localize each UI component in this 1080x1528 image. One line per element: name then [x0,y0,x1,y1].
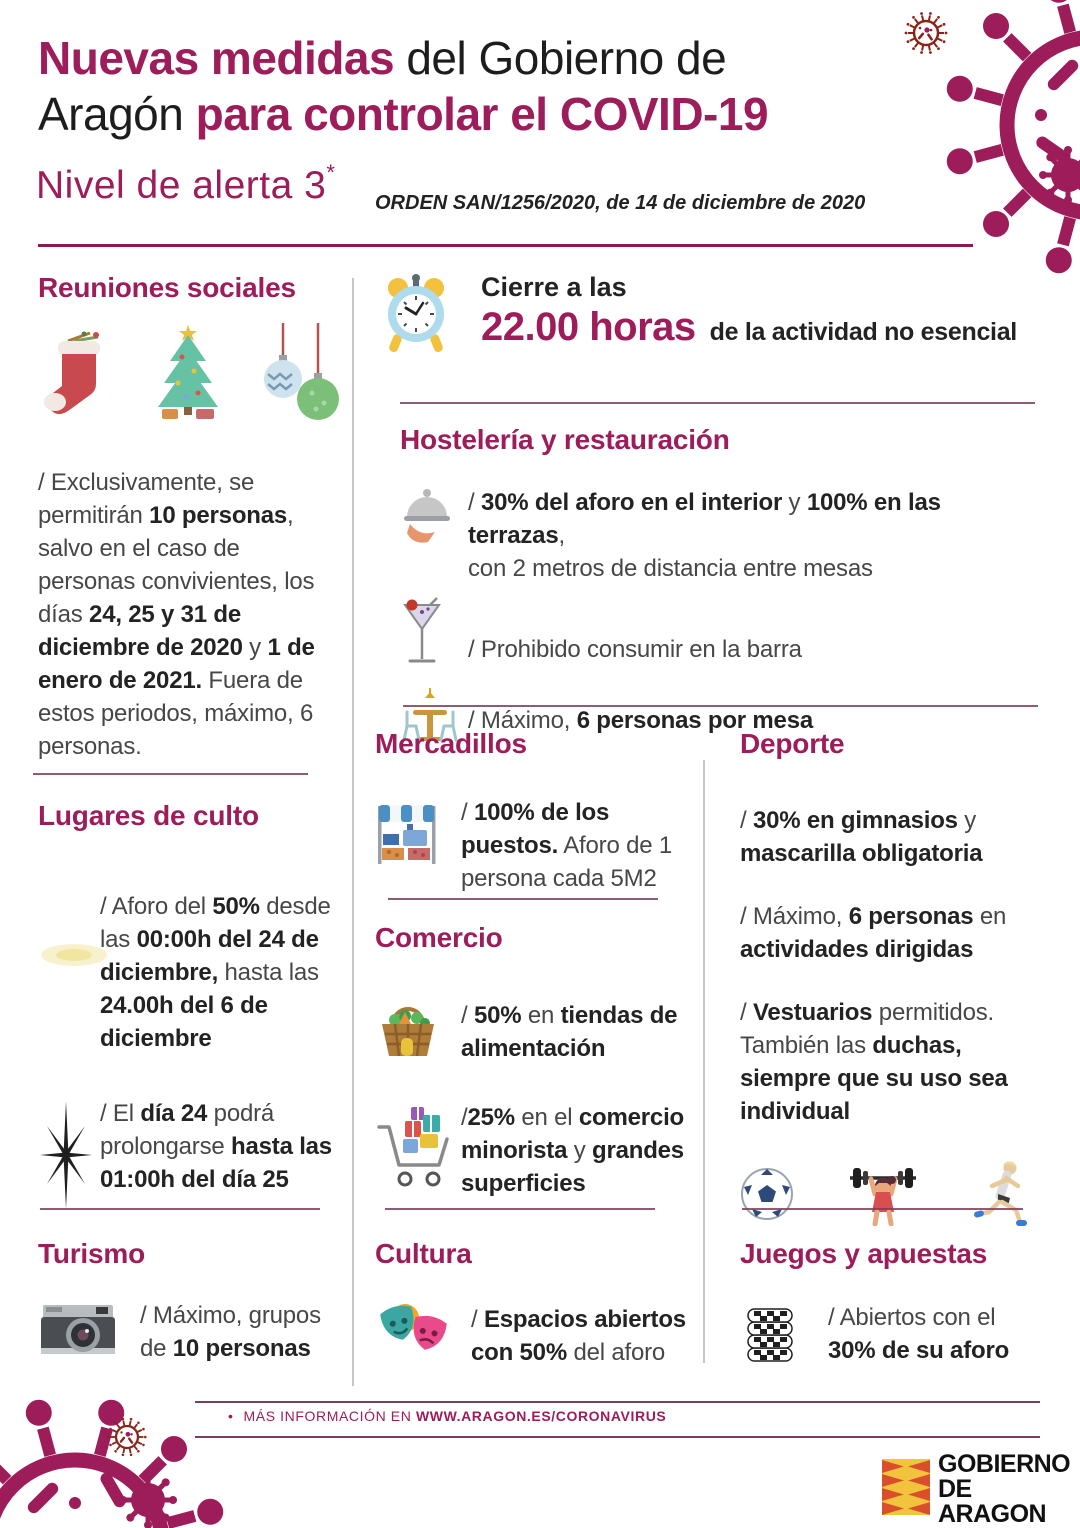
divider [403,705,1038,707]
alert-asterisk: * [326,160,336,185]
section-deporte [740,728,1042,1233]
section-title: Cultura [375,1238,472,1269]
closure-banner [383,272,1017,361]
section-turismo [38,1238,348,1365]
logo-line2: DE ARAGON [938,1475,1047,1528]
market-stall-icon [375,800,461,873]
item-text: / 30% del aforo en el interior y 100% en las terrazas, con 2 metros de distancia entre mesas [468,489,941,582]
divider [742,1208,1023,1210]
item-text: / Vestuarios permitidos. También las duchas, siempre que su uso sea individual [740,999,1008,1125]
christmas-tree-icon [142,323,234,428]
divider [400,402,1035,404]
footer-rule-bottom [195,1436,1040,1438]
item-text: / Prohibido consumir en la barra [468,636,802,663]
item-text: / 100% de los puestos. Aforo de 1 persona cada 5M2 [461,799,672,892]
christmas-baubles-icon [260,323,340,428]
column-divider-right [703,760,705,1363]
cocktail-icon [400,597,468,676]
item-text: / 50% en tiendas de alimentación [461,1001,678,1062]
section-lugares-de-culto [38,800,338,1216]
divider [33,773,308,775]
column-divider-left [352,278,354,1386]
running-icon [972,1160,1030,1233]
virus-mini-bottom-icon [118,1470,178,1528]
page-title-line2: Aragón para controlar el COVID-19 [38,88,769,140]
section-juegos-apuestas [740,1238,1042,1371]
item-text: / Máximo, 6 personas por mesa [468,707,813,734]
bullet: • [228,1408,234,1424]
section-title: Turismo [38,1238,145,1269]
divider [388,898,658,900]
divider [40,1208,320,1210]
section-title: Deporte [740,728,845,759]
item-text: / Máximo, grupos de 10 personas [140,1301,321,1362]
page-title-line1: Nuevas medidas del Gobierno de [38,32,727,84]
divider [385,1208,655,1210]
virus-large-icon [945,0,1080,275]
aragon-flag-icon [882,1459,930,1520]
item-text: / Máximo, 6 personas en actividades dirigidas [740,903,1007,963]
camera-icon [38,1298,140,1365]
order-reference: ORDEN SAN/1256/2020, de 14 de diciembre de 2020 [375,192,866,214]
section-mercadillos [375,728,685,895]
item-text: / El día 24 podrá prolongarse hasta las 01:00h del día 25 [100,1100,332,1193]
section-title: Hostelería y restauración [400,424,730,455]
footer-info [228,1408,666,1424]
shopping-cart-icon [375,1101,461,1198]
footer-info-text: MÁS INFORMACIÓN EN WWW.ARAGON.ES/CORONAVIRUS [243,1408,667,1424]
header-rule [38,244,973,247]
logo-line1: GOBIERNO [938,1450,1071,1478]
item-text: / Aforo del 50% desde las 00:00h del 24 de diciembre, hasta las 24.00h del 6 de diciembre [100,893,331,1052]
gobierno-aragon-logo [882,1452,1080,1527]
closure-time: 22.00 horas [481,305,696,349]
serving-dish-icon [400,486,468,549]
section-title: Lugares de culto [38,800,259,831]
footer-rule-top [195,1401,1040,1403]
section-body: / Exclusivamente, se permitirán 10 personas, salvo en el caso de personas convivientes, los días 24, 25 y 31 de diciembre de 2020 y 1 de enero de 2021. Fuera de estos periodos, máximo, 6 personas. [38,469,315,760]
virus-small-icon [903,10,949,56]
closure-prefix: Cierre a las [481,272,627,302]
candle-glow-icon [38,934,100,981]
food-basket-icon [375,996,461,1067]
section-comercio [375,922,695,1200]
star-icon [38,1099,100,1216]
item-text: /25% en el comercio minorista y grandes superficies [461,1104,685,1197]
alert-level: Nivel de alerta 3* [36,160,336,207]
section-title: Juegos y apuestas [740,1238,988,1269]
weightlifting-icon [846,1162,920,1231]
alarm-clock-icon [383,272,449,361]
section-title: Mercadillos [375,728,527,759]
section-cultura [375,1238,695,1375]
closure-suffix: de la actividad no esencial [709,318,1017,346]
item-text: / Espacios abiertos con 50% del aforo [471,1305,686,1366]
section-title: Comercio [375,922,503,953]
item-text: / Abiertos con el 30% de su aforo [828,1303,1010,1364]
virus-small-bottom-icon [106,1416,148,1458]
soccer-ball-icon [740,1167,794,1226]
section-title: Reuniones sociales [38,272,296,303]
section-reuniones-sociales [38,272,338,763]
theater-masks-icon [375,1296,471,1375]
christmas-stocking-icon [38,329,116,428]
poker-chips-icon [740,1296,828,1371]
virus-mini-solid-icon [1038,145,1080,205]
item-text: / 30% en gimnasios y mascarilla obligatoria [740,807,983,867]
page-title [38,30,918,142]
